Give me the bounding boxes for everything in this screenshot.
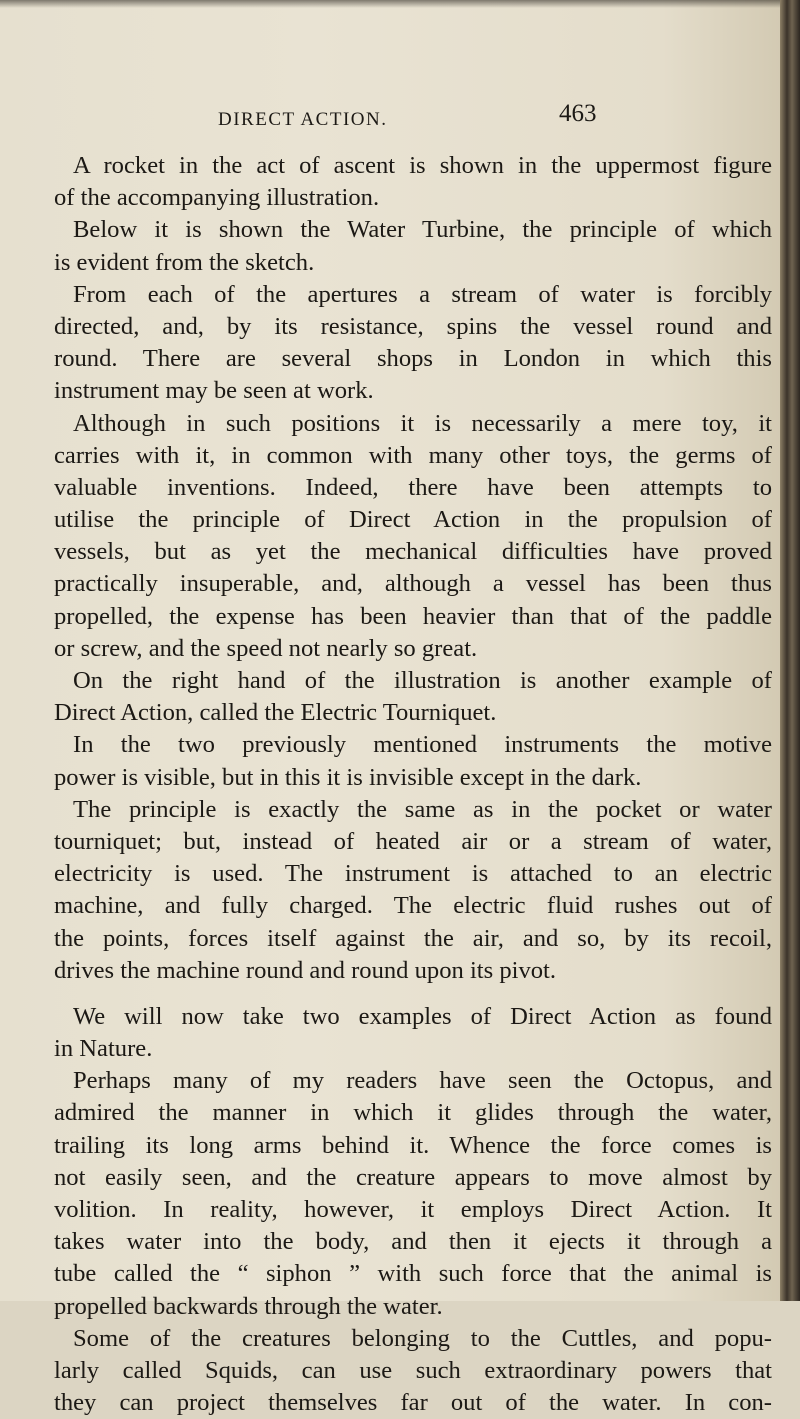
text-line: round. There are several shops in London in which this [54,345,772,373]
text-line: On the right hand of the illustration is another example of [73,667,772,694]
text-line: Below it is shown the Water Turbine, the principle of which [73,216,772,244]
text-line: Although in such positions it is necessarily a mere toy, it [73,409,772,437]
text-line: is evident from the sketch. [54,248,315,276]
text-line: Direct Action, called the Electric Tourniquet. [54,699,497,727]
text-line: From each of the apertures a stream of water is forcibly [73,280,772,308]
text-line: in Nature. [54,1035,153,1063]
text-line: the points, forces itself against the air, and so, by its recoil, [54,924,772,952]
text-line: We will now take two examples of Direct Action as found [73,1002,772,1030]
text-line: admired the manner in which it glides through the water, [54,1099,772,1127]
text-line: or screw, and the speed not nearly so great. [54,634,478,662]
text-line: larly called Squids, can use such extraordinary powers that [54,1356,772,1384]
text-line: In the two previously mentioned instruments the motive [73,731,772,759]
running-head: DIRECT ACTION. [218,109,388,130]
text-line: volition. In reality, however, it employs Direct Action. It [54,1196,772,1223]
text-line: electricity is used. The instrument is attached to an electric [54,860,772,888]
text-line: practically insuperable, and, although a vessel has been thus [54,570,772,598]
text-line: tourniquet; but, instead of heated air or a stream of water, [54,827,772,855]
text-line: valuable inventions. Indeed, there have been attempts to [54,473,772,501]
text-line: of the accompanying illustration. [54,184,380,212]
body-text [54,150,772,1419]
text-line: vessels, but as yet the mechanical difficulties have proved [54,538,772,566]
text-line: propelled backwards through the water. [54,1292,443,1320]
text-line: A rocket in the act of ascent is shown in the uppermost figure [73,152,772,179]
text-line: tube called the “ siphon ” with such force that the animal is [54,1260,772,1288]
text-line: Perhaps many of my readers have seen the Octopus, and [73,1067,772,1095]
text-line: carries with it, in common with many other toys, the germs of [54,441,772,469]
text-line: takes water into the body, and then it ejects it through a [54,1228,772,1256]
text-line: Some of the creatures belonging to the Cuttles, and popu- [73,1324,772,1352]
text-line: propelled, the expense has been heavier than that of the paddle [54,602,772,630]
text-line: they can project themselves far out of the water. In con- [54,1389,772,1417]
book-binding-edge [780,0,800,1301]
text-line: not easily seen, and the creature appears to move almost by [54,1163,772,1191]
text-line: instrument may be seen at work. [54,377,374,405]
top-edge-shadow [0,0,780,8]
page-number: 463 [559,100,597,127]
text-line: trailing its long arms behind it. Whence the force comes is [54,1131,772,1159]
text-line: power is visible, but in this it is invisible except in the dark. [54,763,642,791]
text-line: utilise the principle of Direct Action in the propulsion of [54,506,772,534]
text-line: directed, and, by its resistance, spins the vessel round and [54,312,772,340]
text-line: machine, and fully charged. The electric fluid rushes out of [54,892,772,920]
text-line: drives the machine round and round upon its pivot. [54,956,557,984]
text-line: The principle is exactly the same as in the pocket or water [73,795,772,823]
section-break [54,987,772,1001]
